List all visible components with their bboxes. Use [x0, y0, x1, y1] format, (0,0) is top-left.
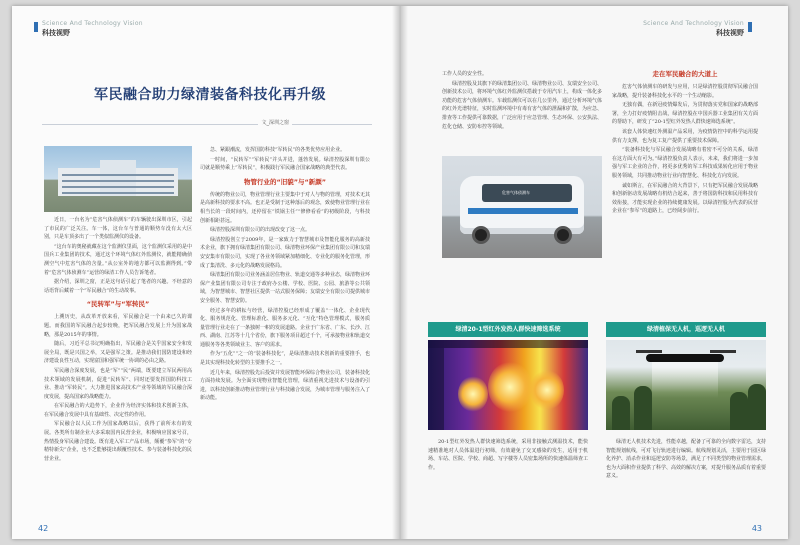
byline-text: 文_深圳之窗: [258, 119, 292, 126]
paragraph: 军民融合深度发展，也是“军”“民”两端，既要建立军民两用高技术领域的发展机制，促进“民转军”、同时还要发挥国防科技工业、推动“军转民”。大力推进国家高技术产业等领域的军民融合深度发展，提高国家的战略能力。: [44, 367, 192, 400]
paragraph: 绿清控股深圳有限公司的出现改变了这一点。: [210, 227, 311, 234]
paragraph: 上溯历史，从改革开放来看，军民融合是一个由来已久的课题。而我国的军民融合起步较晚，把军民融合发展上升为国家战略，那是2015年的事情。: [44, 314, 192, 338]
page-number-left: 42: [38, 524, 49, 533]
paragraph: 传统的物业公司，物业管理行业主要集中于对人与物的管理，对技术无其是高新科技的要求不高。也正是受制于这种落后的观念，致使物业管理行业在相当长的一段时间内，还停留在“铁锅主任”“修修看看”的初级阶段，与科技创新相距甚远。: [200, 191, 370, 224]
left-page: [12, 6, 400, 539]
header-english: Science And Technology Vision: [42, 20, 143, 27]
header-english: Science And Technology Vision: [643, 20, 744, 27]
paragraph: 该套人体快速红外测温产品采用，为疫情防控中的科学运用提供有力支撑，也为复工复产提供了重要技术保障。: [612, 128, 758, 144]
right-column-4: [606, 438, 766, 518]
paragraph: 无独有偶，在新冠疫情爆发后，为贯彻落实党和国家的战略部署，全力打好疫情阻击战，绿清控股在中国兵器工业集团有关方面的帮助下，研发了“20-1型红外发热人群快速筛选系统”。: [612, 102, 758, 126]
spine-shadow: [392, 6, 408, 539]
paragraph: 急、紧跟潮流，发挥国防科技“军转民”的各类优势应用企业。: [210, 147, 346, 153]
right-column-3: [428, 438, 588, 518]
paragraph: 一时间，“民转军”“军转民”并头并进，蓬勃发展。绿清控股深圳有限公司就是顺势乘上“军转民”，积极践行军民融合国家战略的典型代表。: [200, 156, 370, 172]
paragraph: 绿清控股创立于2009年，是一家致力于智慧城市及智能化服务的高新技术企业，旗下拥有绿清集团有限公司、绿清物业环保产业集团有限公司和友瑞安安集市有限公司，实现了各业务领域紧加精细化、专业化的服务化管理，形成了集清洗、多元化的战略发展格局。: [200, 236, 370, 269]
paragraph: 近日，一台名为“危害气体侦测车”的车辆驶出深圳市区，引起了市民的广泛关注。车一体，这台车与普通的顺势车没有太大区别，只是车顶多出了一个类似监测仪的设备。: [44, 217, 192, 241]
left-column-2: [200, 146, 370, 521]
van-logo-text: 危害气体侦测车: [502, 190, 530, 195]
right-page: [400, 6, 788, 539]
paragraph: 绿清控股及其旗下的绿清集团公司、绿清物业公司、友瑞安全公司、创新技术公司，将环境气体红外监测仪搭载于专用汽车上，构成一体化多功能的危害气体侦测车。车载监测仪可以在几公里外，通过分析环境气体的红外光谱特征，实时监测环境中有毒有害气体的泄漏和扩散，为应急、排查等工作提供可靠数据，广泛应用于应急管理、生态环保、公安执法、危化仓储、安防布控等领域。: [442, 80, 602, 130]
subheading: “民转军”与“军转民”: [86, 300, 150, 309]
paragraph: 据介绍，深圳之窗，正是这句话引起了笔者的兴趣。不经意的话语背后藏着一个“军民融合”的生动故事。: [44, 279, 192, 294]
paragraph: 绿清集团有限公司业务涵盖居住物业、轨道交通等多种业态，绿清物业环保产业集团有限公司专注于政府办公楼、学校、医院、公园、旅游等公共领域，为智慧城市、智慧社区提供一站式服务保障；友瑞安全有限公司提供城市安全服务、智慧安防。: [200, 272, 370, 304]
paragraph: 作为“五化”“之一的“装备科技化”，是绿清推动技术创新的重要推手，也是其实现科技化转型的主要推手之一。: [200, 351, 370, 367]
page-number-right: 43: [751, 524, 762, 533]
paragraph: 诚如斯言，在军民融合的大背景下，只有把军民融合发展战略和创新驱动发展战略有机结合起来，善于将国防科技和民用科技有效衔接，才能实现企业的持续健康发展。以绿清控股为代表的民营企业在“参军”的道路上，已经阔步前行。: [612, 182, 758, 215]
paragraph: 工作人员的安全性。: [442, 71, 488, 77]
gas-detection-van-photo: [442, 156, 602, 258]
paragraph: 近几年来，绿清控股先后投资并发展智能环保综合物业公司，装备科技化方面持续发展。为全面实现物业智能化管理，绿清重视先进技术与设备的引进，以科技创新推动物业管理行业与科技融合发展，为城市管理与服务注入了新动能。: [200, 369, 370, 402]
subheading: 物管行业的“旧貌”与“新颜”: [243, 177, 327, 186]
subheading: 走在军民融合的大道上: [652, 70, 718, 78]
header-section: 科技视野: [716, 29, 744, 37]
byline: [42, 120, 372, 128]
magazine-spread: [12, 6, 788, 539]
paragraph: “装备科技化与军民融合发展战略有着密不可分的关系，绿清在这方面大有可为。”绿清控股负责人表示，未来，我们将进一步加强与军工企业的合作，将更多优秀的军工科技成果转化应用于物业服务领域，共同推动物业行业向智慧化、科技化方向发展。: [612, 147, 758, 179]
drone-photo: [606, 340, 766, 430]
left-column-1: [44, 216, 192, 521]
building-photo: [44, 146, 192, 212]
paragraph: 20-1型红外发热人群快速筛选系统，采用非接触式测温技术，能快速精准地对人员体温进行初筛，有效避免了交叉感染的发生，适用于机场、车站、医院、学校、商超、写字楼等人员密集场所的快速体温筛查工作。: [428, 439, 588, 471]
header-accent-bar: [748, 22, 752, 32]
paragraph: 危害气体侦测车的研发与应用，只是绿清控股贯彻军民融合国家战略，提升装备科技化水平的一个生动缩影。: [612, 84, 758, 99]
paragraph: “这台车的奥秘就藏在这个监测仪里面，这个监测仪采用的是中国兵工业集团的技术，通过这个环境气体红外监测仪，就能精确侦测空气中危害气体的含量。”从公室外的地方都可以监测得到。”带着“危害气体侦测车”运营的绿清工作人员告诉笔者。: [44, 243, 192, 276]
article-headline: 军民融合助力绿清装备科技化再升级: [94, 87, 326, 103]
paragraph: 军民融合以人民工作为国家战略以后，获得了前所未有的发展。各类所有制企业大多采取国内民营企业，积极响应国家号召，热情投身军民融合建设。既有进入军工产品市场，颠覆“参军”的“专精特新尖”企业，也不乏能够提出颠覆性技术、参与装备科技化的民营企业。: [44, 421, 192, 462]
right-column-1: [442, 70, 602, 154]
right-column-2: [612, 70, 758, 320]
thermal-imaging-photo: [428, 340, 588, 430]
paragraph: 随后，习近平总书记明确指出，军民融合是关乎国家安全和发展全局，既是兴国之举，又是强军之策。是推动我们国防建设和经济建设良性互动，实现富国和强军统一协调的必由之路。: [44, 341, 192, 365]
paragraph: 在军民融合的大趋势下，企业作为经济实体和技术创新主体，在军民融合发展中具有基础性、决定性的作用。: [44, 403, 192, 418]
caption-thermal-system: 绿清20-1型红外发热人群快速筛选系统: [428, 322, 588, 337]
header-accent-bar: [34, 22, 38, 32]
header-section: 科技视野: [42, 29, 70, 37]
caption-drones: 绿清植保无人机，巡逻无人机: [606, 322, 766, 337]
paragraph: 绿清无人机技术先进，性能卓越，配备了可靠的全向数字雷达，支持智能规划航线，可对飞行轨迹进行编辑。航线规划灵活，主要用于园区绿化养护、消杀作业和巡逻安防等场景，满足了不同类型的物业管理需求，也为大面积作业提供了科学、高效的解决方案，对提升服务品质有着重要意义。: [606, 439, 766, 480]
paragraph: 经过多年的耕耘与经营，绿清控股已经形成了覆盖“一体化、企业现代化、服务规范化、管理标准化、服务多元化、“互化”特色管理模式，服务质量管理行业走在了一条独树一帜的发展道路。企业于广东省、广东、长沙、江西、湖南、江苏等十几个省份，旗下服务项目超过千个，可承接物业和轨道交通服务等各类领域业主、客户的需求。: [200, 307, 370, 348]
